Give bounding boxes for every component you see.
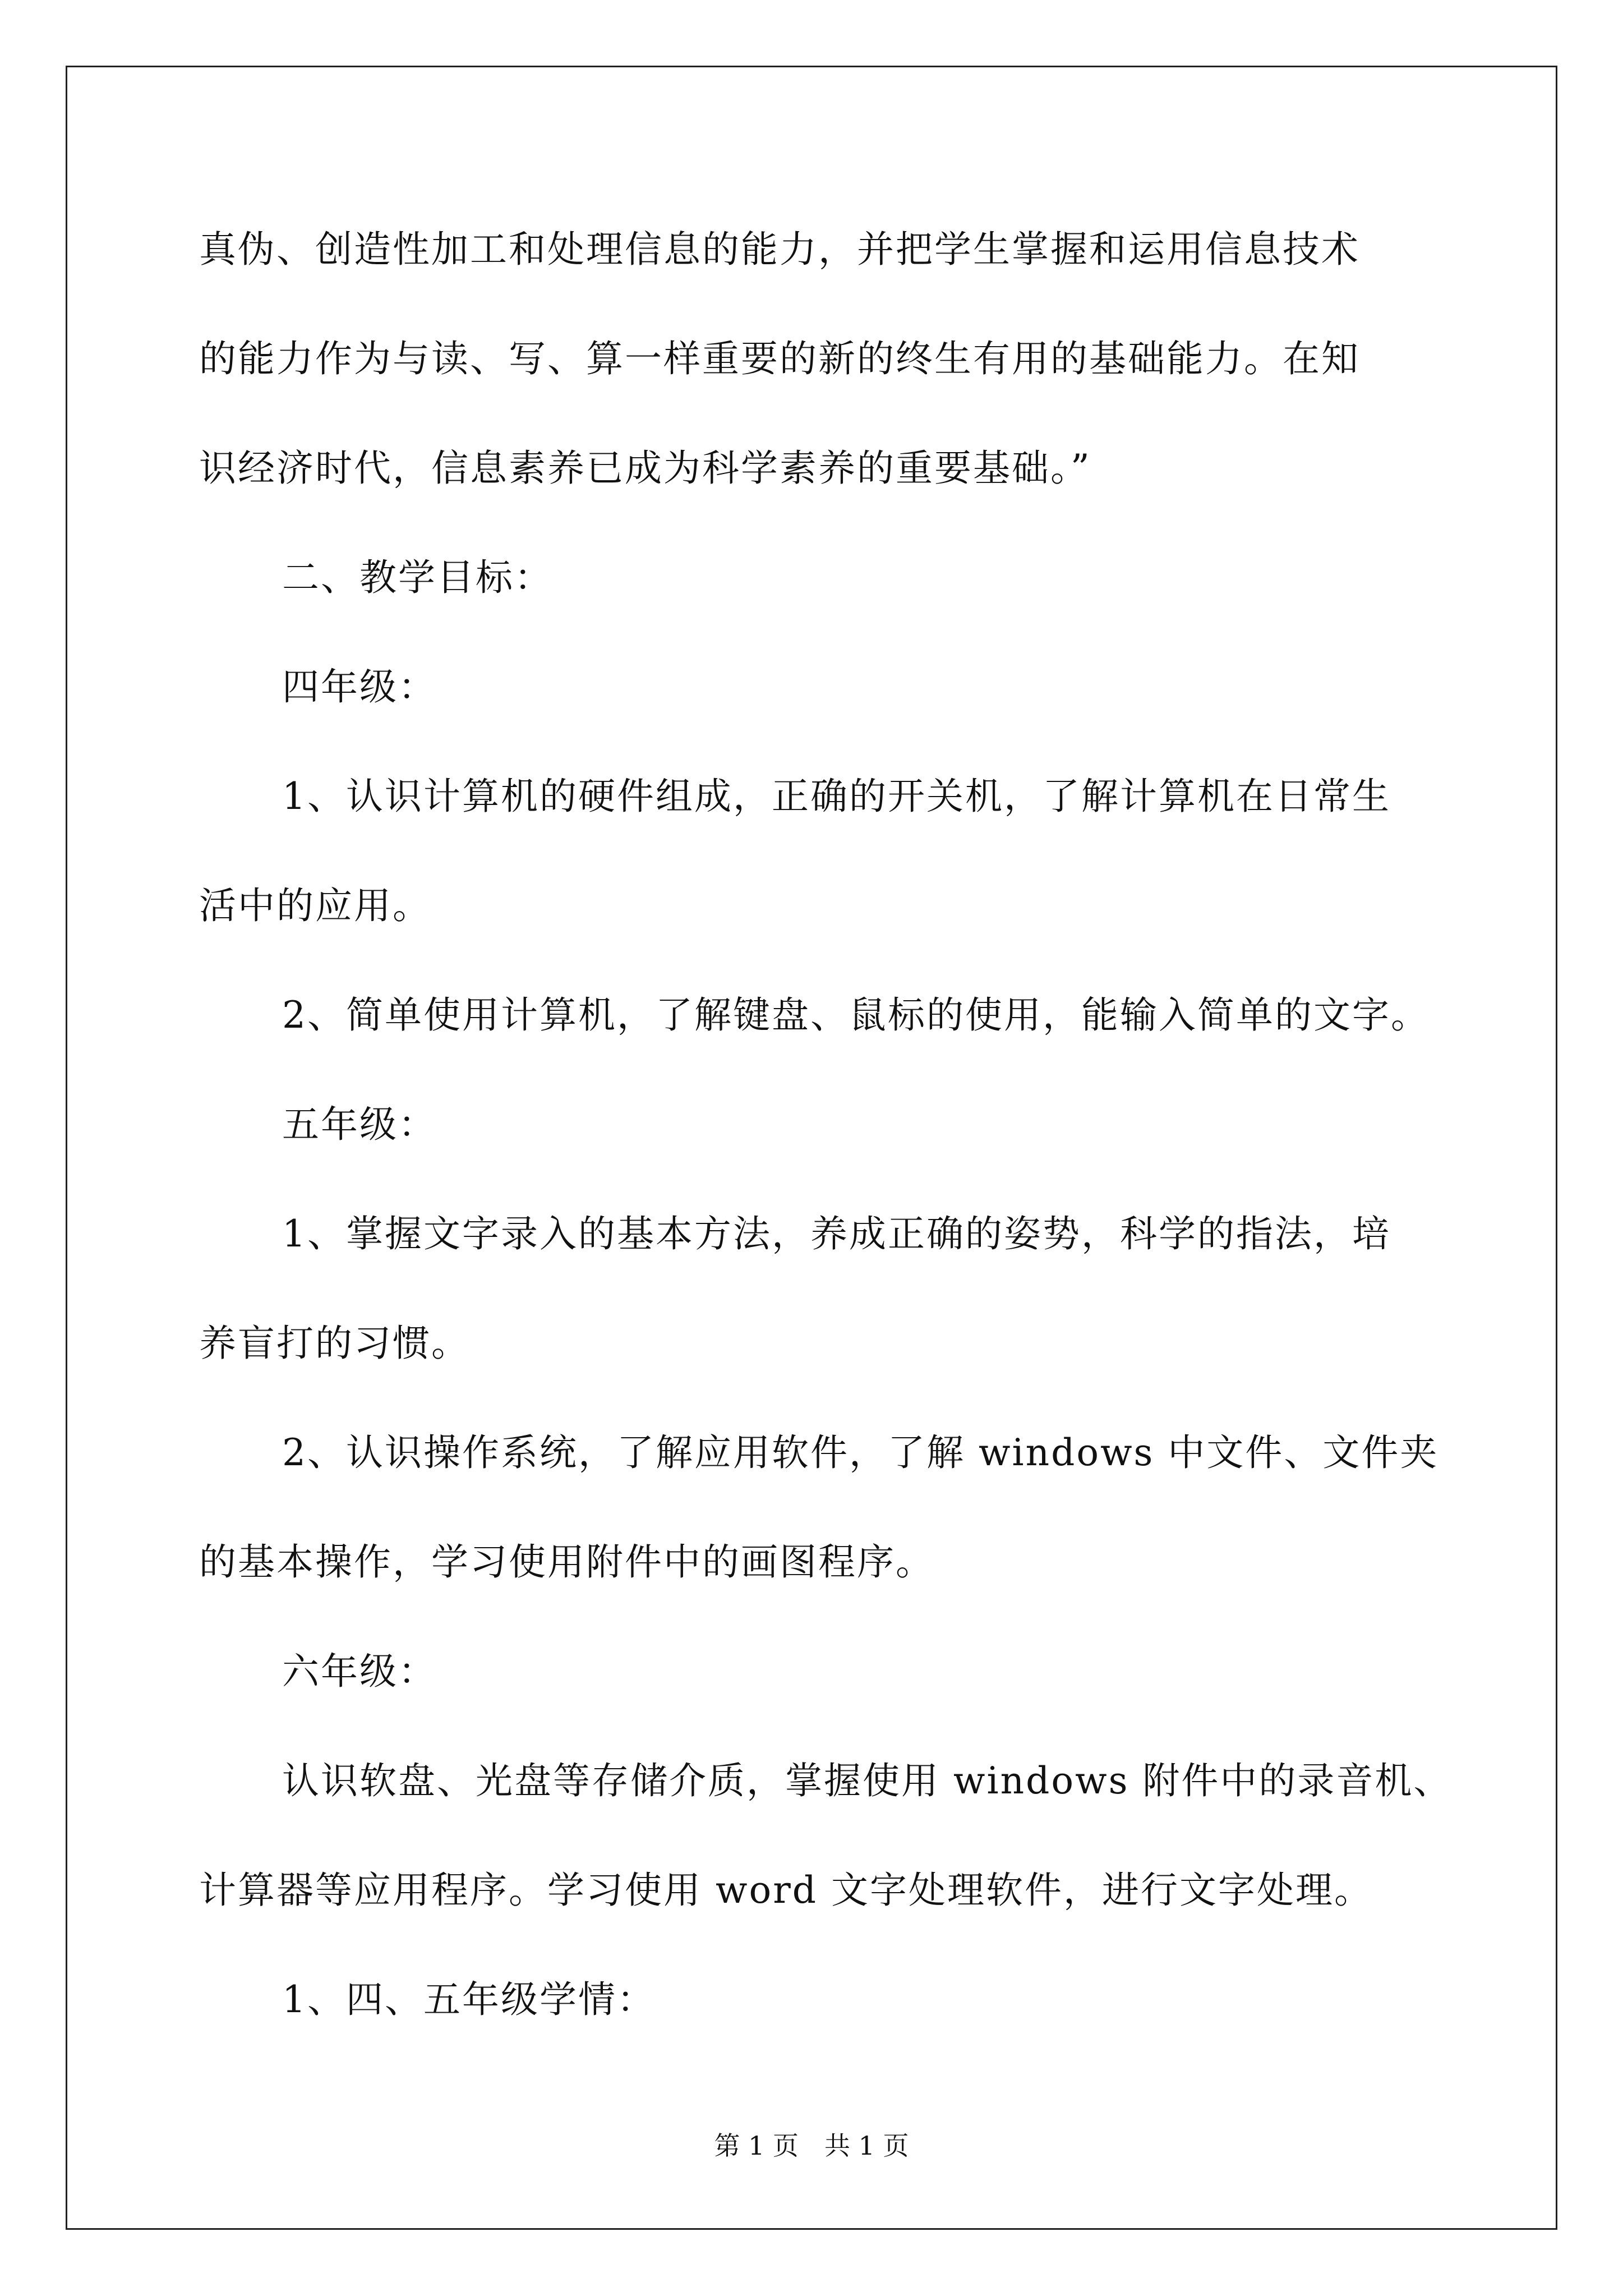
list-item: 1、四、五年级学情： [282,1978,656,2021]
list-item: 2、简单使用计算机，了解键盘、鼠标的使用，能输入简单的文字。 [282,993,1430,1037]
text-line: 计算器等应用程序。学习使用 word 文字处理软件，进行文字处理。 [199,1869,1373,1912]
text-line: 活中的应用。 [199,884,431,927]
grade-heading: 六年级： [282,1650,437,1693]
list-item: 2、认识操作系统，了解应用软件，了解 windows 中文件、文件夹 [282,1431,1439,1474]
list-item: 1、掌握文字录入的基本方法，养成正确的姿势，科学的指法，培 [282,1212,1391,1255]
list-item: 1、认识计算机的硬件组成，正确的开关机，了解计算机在日常生 [282,775,1391,818]
paragraph: 认识软盘、光盘等存储介质，掌握使用 windows 附件中的录音机、 [282,1759,1453,1802]
grade-heading: 四年级： [282,665,437,708]
text-line: 养盲打的习惯。 [199,1322,470,1365]
grade-heading: 五年级： [282,1103,437,1146]
text-line: 的能力作为与读、写、算一样重要的新的终生有用的基础能力。在知 [199,337,1360,380]
text-line: 的基本操作，学习使用附件中的画图程序。 [199,1540,934,1584]
text-line: 识经济时代，信息素养已成为科学素养的重要基础。” [199,447,1091,490]
page-number-footer: 第 1 页 共 1 页 [714,2131,909,2161]
section-heading: 二、教学目标： [282,556,553,599]
text-line: 真伪、创造性加工和处理信息的能力，并把学生掌握和运用信息技术 [199,228,1360,271]
